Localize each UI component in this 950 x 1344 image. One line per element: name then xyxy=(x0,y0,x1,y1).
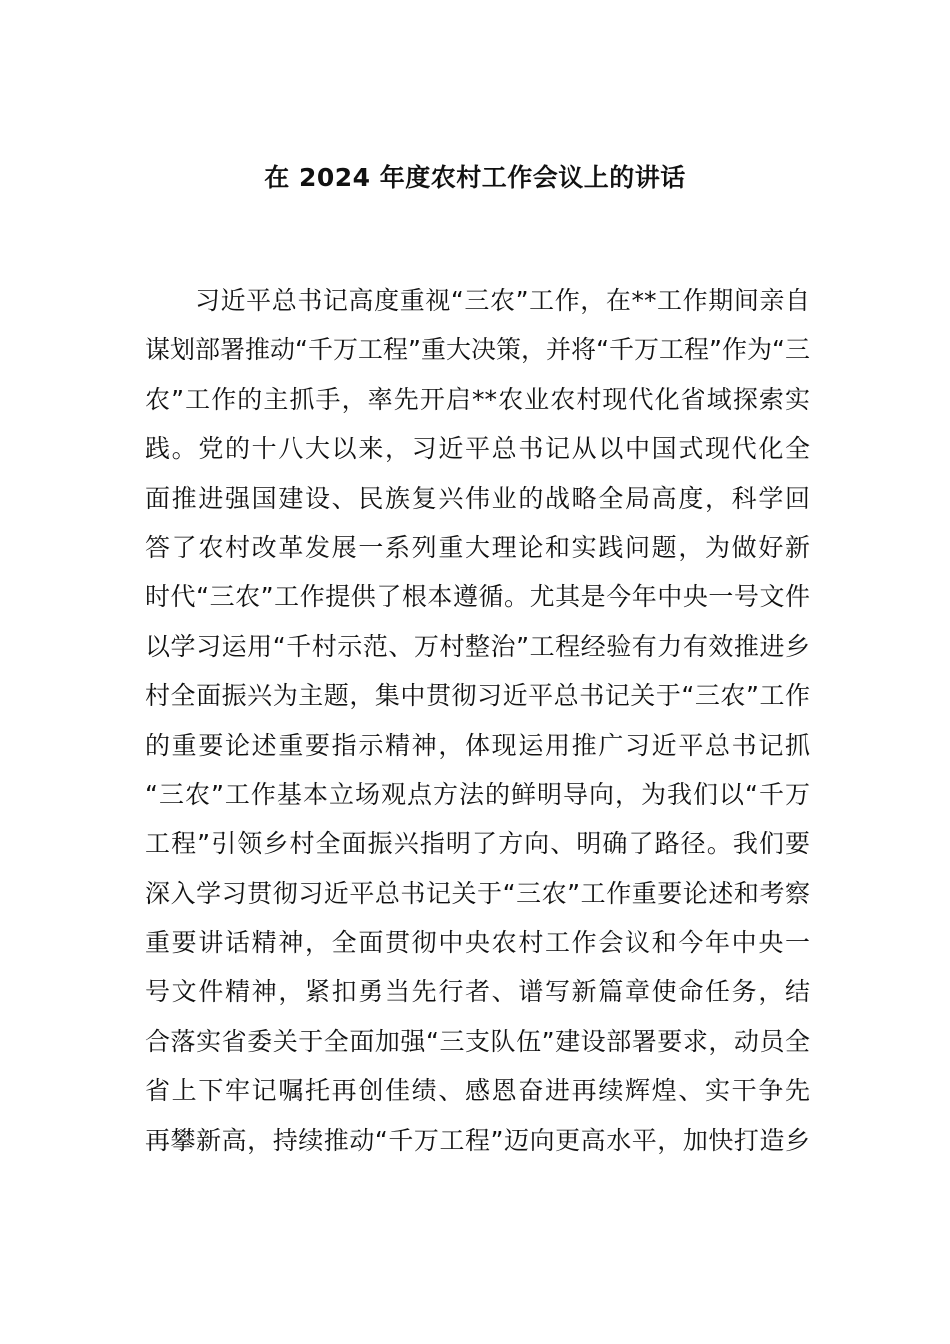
body-line: 农”工作的主抓手，率先开启**农业农村现代化省域探索实 xyxy=(145,384,810,414)
body-line: 深入学习贯彻习近平总书记关于“三农”工作重要论述和考察 xyxy=(145,878,810,908)
body-line: 习近平总书记高度重视“三农”工作，在**工作期间亲自 xyxy=(195,286,810,315)
body-line: “三农”工作基本立场观点方法的鲜明导向，为我们以“千万 xyxy=(145,779,810,809)
body-line: 时代“三农”工作提供了根本遵循。尤其是今年中央一号文件 xyxy=(145,582,810,612)
body-line: 面推进强国建设、民族复兴伟业的战略全局高度，科学回 xyxy=(145,483,810,513)
document-title: 在 2024 年度农村工作会议上的讲话 xyxy=(264,163,686,192)
body-line: 重要讲话精神，全面贯彻中央农村工作会议和今年中央一 xyxy=(145,928,810,958)
body-line: 以学习运用“千村示范、万村整治”工程经验有力有效推进乡 xyxy=(145,631,810,661)
document-body xyxy=(145,283,810,1172)
body-line: 的重要论述重要指示精神，体现运用推广习近平总书记抓 xyxy=(145,730,810,760)
body-line: 合落实省委关于全面加强“三支队伍”建设部署要求，动员全 xyxy=(145,1026,810,1056)
body-line: 践。党的十八大以来，习近平总书记从以中国式现代化全 xyxy=(145,434,810,464)
body-line: 工程”引领乡村全面振兴指明了方向、明确了路径。我们要 xyxy=(145,829,810,859)
body-line: 再攀新高，持续推动“千万工程”迈向更高水平，加快打造乡 xyxy=(145,1125,810,1155)
body-line: 村全面振兴为主题，集中贯彻习近平总书记关于“三农”工作 xyxy=(145,681,810,711)
body-line: 号文件精神，紧扣勇当先行者、谱写新篇章使命任务，结 xyxy=(145,977,810,1007)
body-line: 答了农村改革发展一系列重大理论和实践问题，为做好新 xyxy=(145,532,810,562)
body-line: 省上下牢记嘱托再创佳绩、感恩奋进再续辉煌、实干争先 xyxy=(145,1076,810,1106)
body-line: 谋划部署推动“千万工程”重大决策，并将“千万工程”作为“三 xyxy=(145,335,810,365)
